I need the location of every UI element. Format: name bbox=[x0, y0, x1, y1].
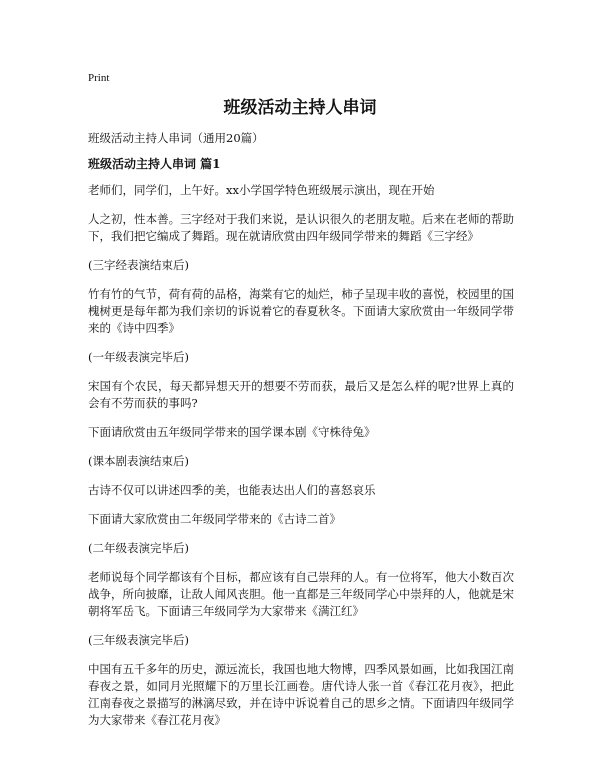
paragraph: 老师们，同学们，上午好。xx小学国学特色班级展示演出，现在开始 bbox=[88, 183, 435, 197]
stage-direction: (课本剧表演结束后) bbox=[88, 454, 189, 468]
paragraph: 宋国有个农民，每天都异想天开的想要不劳而获，最后又是怎么样的呢?世界上真的会有不劳而获的事吗? bbox=[88, 379, 514, 410]
document-body bbox=[88, 130, 514, 741]
paragraph: 中国有五千多年的历史，源远流长，我国也地大物博，四季风景如画，比如我国江南春夜之景，如同月光照耀下的万里长江画卷。唐代诗人张一首《春江花月夜》，把此江南春夜之景描写的淋漓尽致，并在诗中诉说着自己的思乡之情。下面请四年级同学为大家带来《春江花月夜》 bbox=[88, 662, 514, 727]
paragraph: 老师说每个同学都该有个目标，都应该有自己崇拜的人。有一位将军，他大小数百次战争，所向披靡，让敌人闻风丧胆。他一直都是三年级同学心中崇拜的人，他就是宋朝将军岳飞。下面请三年级同学为大家带来《满江红》 bbox=[88, 570, 514, 618]
paragraph: 竹有竹的气节，荷有荷的品格，海棠有它的灿烂，柿子呈现丰收的喜悦，校园里的国槐树更是每年都为我们亲切的诉说着它的春夏秋冬。下面请大家欣赏由一年级同学带来的《诗中四季》 bbox=[88, 287, 514, 335]
paragraph: 人之初，性本善。三字经对于我们来说，是认识很久的老朋友啦。后来在老师的帮助下，我们把它编成了舞蹈。现在就请欣赏由四年级同学带来的舞蹈《三字经》 bbox=[88, 212, 514, 243]
stage-direction: (三字经表演结束后) bbox=[88, 258, 189, 272]
document-subtitle: 班级活动主持人串词（通用20篇） bbox=[88, 131, 264, 145]
stage-direction: (三年级表演完毕后) bbox=[88, 633, 189, 647]
paragraph: 古诗不仅可以讲述四季的美，也能表达出人们的喜怒哀乐 bbox=[88, 483, 376, 497]
stage-direction: (二年级表演完毕后) bbox=[88, 541, 189, 555]
page-title: 班级活动主持人串词 bbox=[223, 98, 377, 118]
print-label: Print bbox=[88, 72, 110, 84]
paragraph: 下面请欣赏由五年级同学带来的国学课本剧《守株待兔》 bbox=[88, 425, 376, 439]
section-heading: 班级活动主持人串词 篇1 bbox=[88, 157, 221, 171]
paragraph: 下面请大家欣赏由二年级同学带来的《古诗二首》 bbox=[88, 512, 341, 526]
stage-direction: (一年级表演完毕后) bbox=[88, 350, 189, 364]
